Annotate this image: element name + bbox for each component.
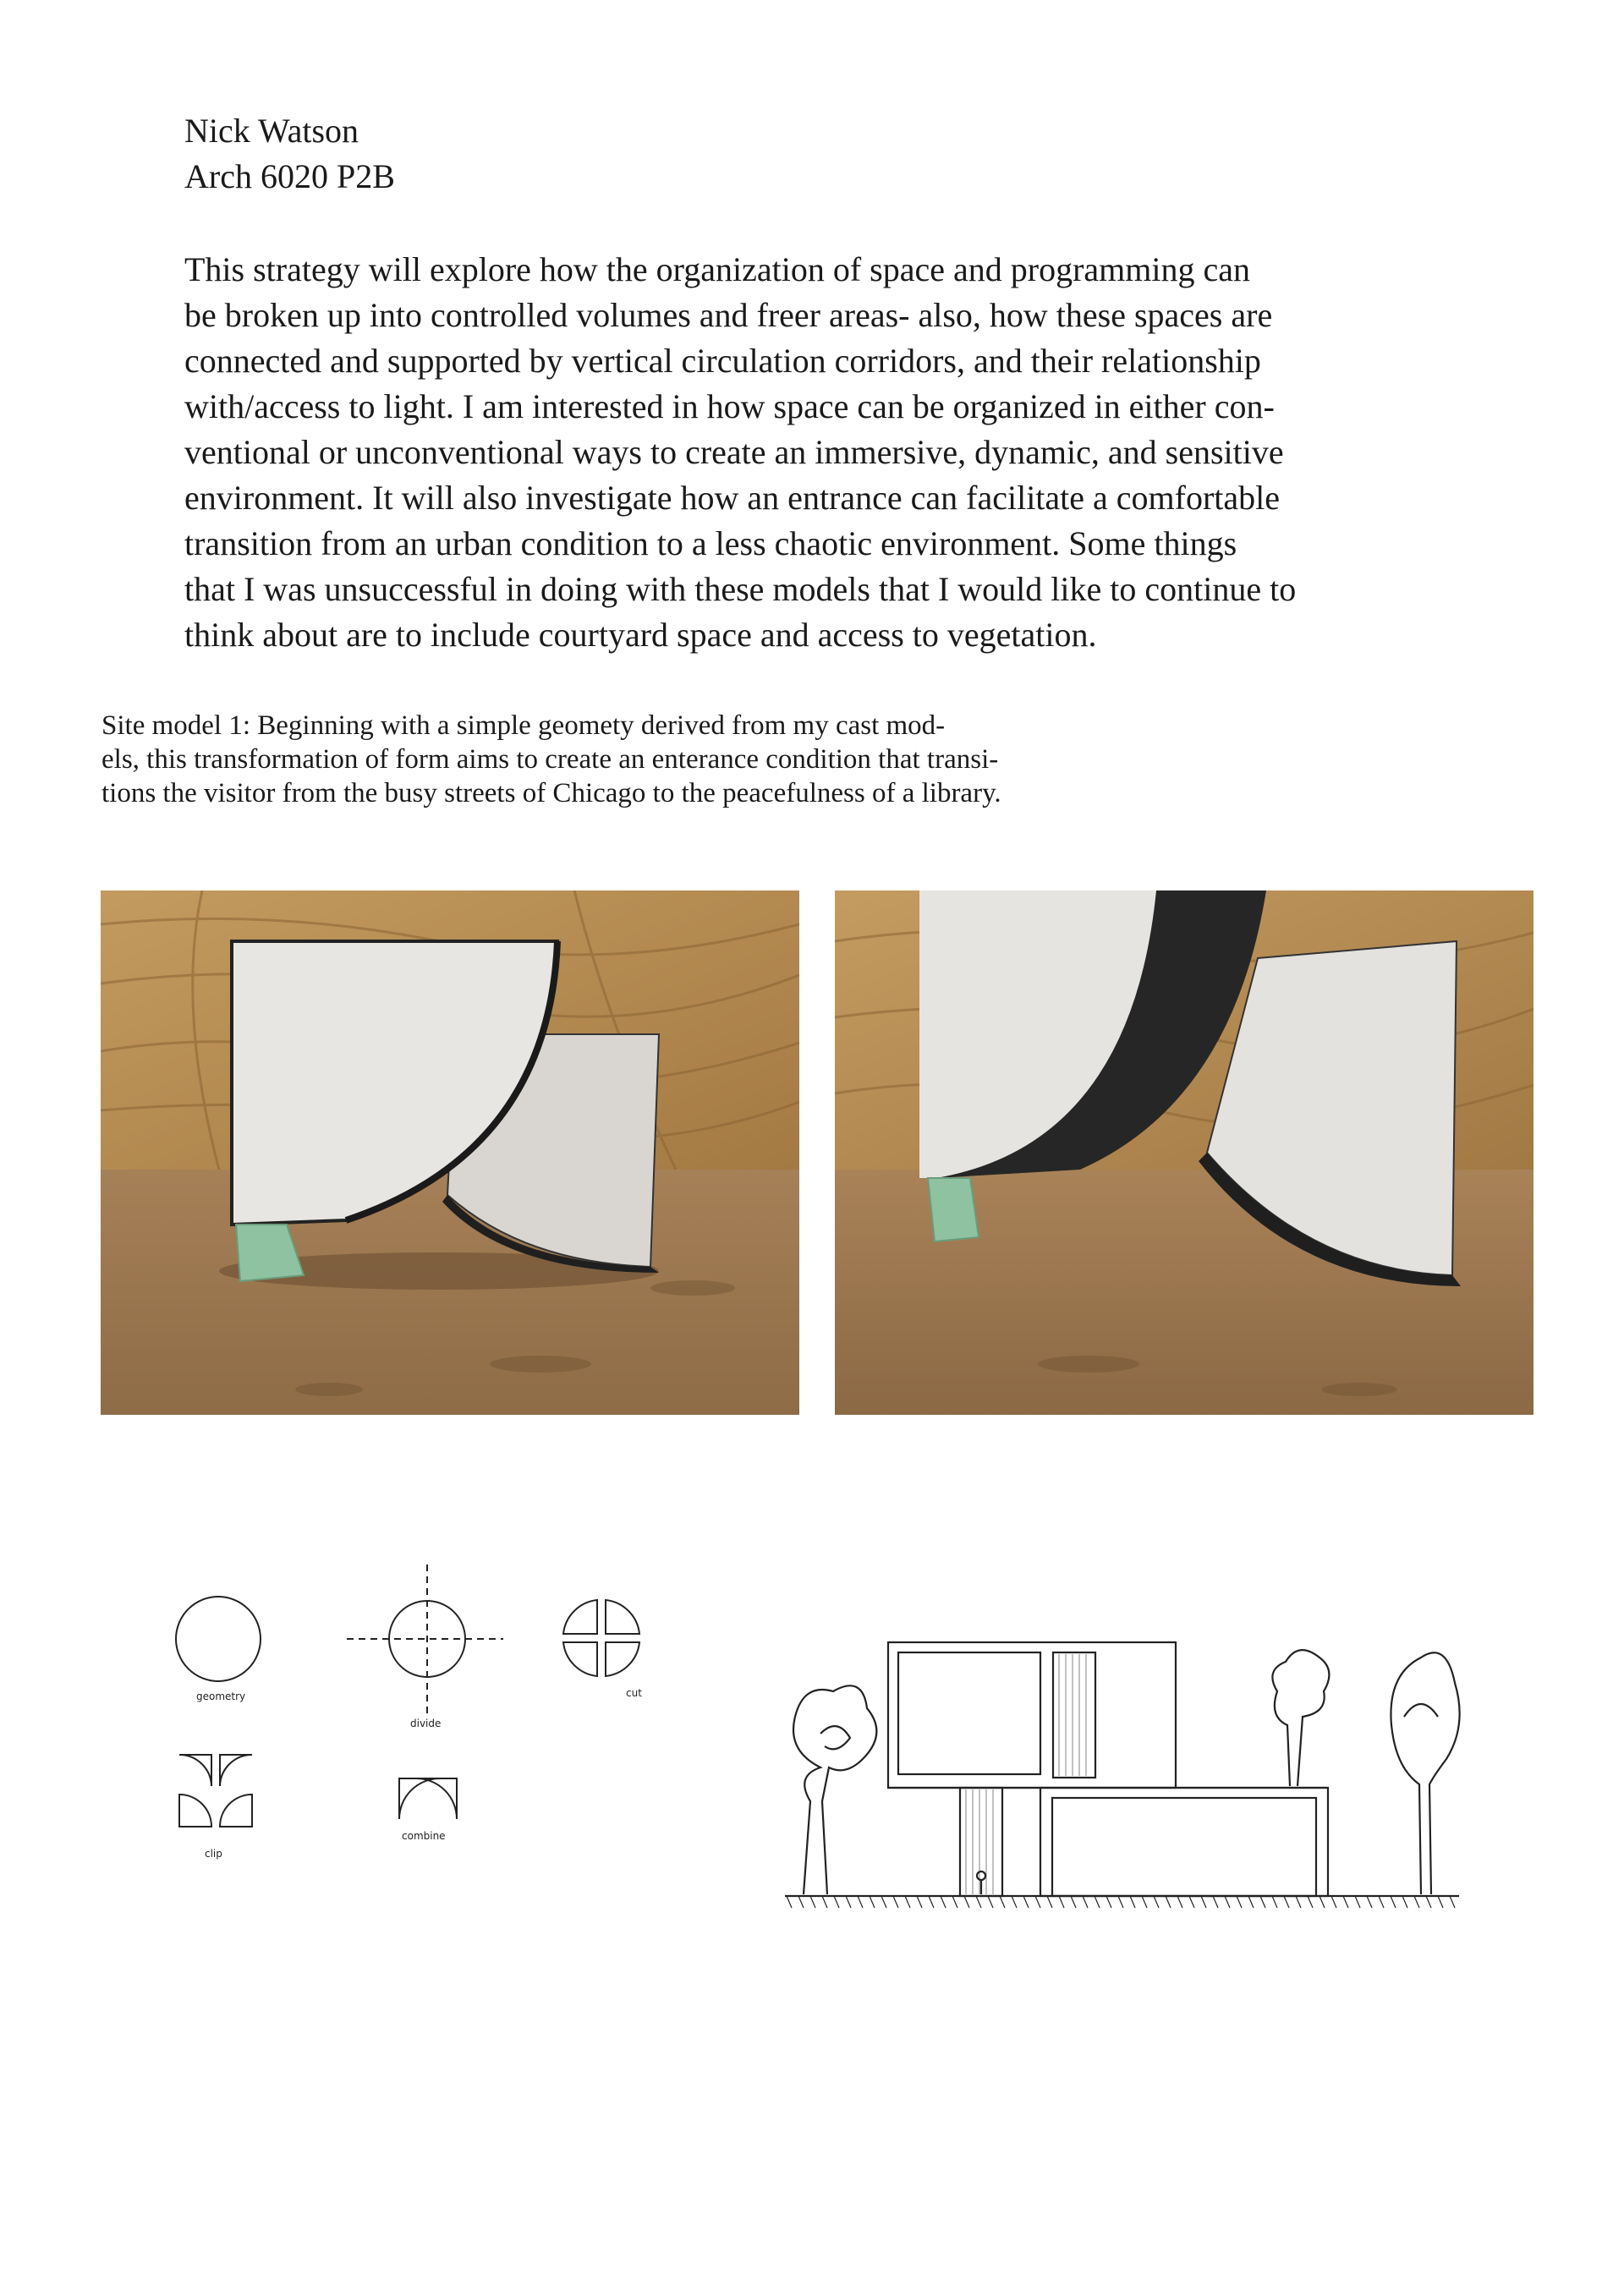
intro-line: environment. It will also investigate how an entrance can facilitate a comfortable bbox=[184, 479, 1281, 517]
intro-line: This strategy will explore how the organization of space and programming can bbox=[184, 250, 1250, 288]
intro-line: that I was unsuccessful in doing with these models that I would like to continue to bbox=[184, 570, 1297, 608]
model-photo-front-illustration bbox=[101, 890, 799, 1415]
geometry-operations-drawing bbox=[102, 1539, 753, 1894]
author-name: Nick Watson bbox=[184, 112, 359, 150]
caption-line: Site model 1: Beginning with a simple geomety derived from my cast mod- bbox=[102, 710, 946, 741]
intro-line: think about are to include courtyard space and access to vegetation. bbox=[184, 616, 1097, 654]
label-cut: cut bbox=[626, 1687, 642, 1699]
intro-line: ventional or unconventional ways to create an immersive, dynamic, and sensitive bbox=[184, 433, 1284, 471]
caption-line: els, this transformation of form aims to create an enterance condition that transi- bbox=[102, 744, 999, 775]
label-divide: divide bbox=[410, 1718, 442, 1729]
site-model-caption bbox=[102, 709, 1001, 810]
intro-line: connected and supported by vertical circulation corridors, and their relationship bbox=[184, 342, 1261, 380]
model-photo-side bbox=[835, 890, 1533, 1415]
intro-line: be broken up into controlled volumes and freer areas- also, how these spaces are bbox=[184, 296, 1273, 334]
model-photo-front bbox=[101, 890, 799, 1415]
intro-line: with/access to light. I am interested in how space can be organized in either con- bbox=[184, 387, 1275, 425]
caption-line: tions the visitor from the busy streets of Chicago to the peacefulness of a library. bbox=[102, 778, 1001, 808]
label-combine: combine bbox=[402, 1830, 446, 1842]
label-clip: clip bbox=[205, 1848, 222, 1860]
building-elevation-drawing bbox=[770, 1590, 1472, 1928]
course-code: Arch 6020 P2B bbox=[184, 157, 395, 195]
model-photo-side-illustration bbox=[835, 890, 1533, 1415]
building-elevation-sketch bbox=[770, 1590, 1472, 1928]
document-header bbox=[184, 108, 395, 200]
geometry-operations-sketch bbox=[102, 1539, 753, 1894]
intro-line: transition from an urban condition to a less chaotic environment. Some things bbox=[184, 524, 1237, 562]
label-geometry: geometry bbox=[196, 1690, 246, 1702]
intro-paragraph bbox=[184, 247, 1504, 658]
geometry-circle-icon bbox=[176, 1597, 261, 1681]
